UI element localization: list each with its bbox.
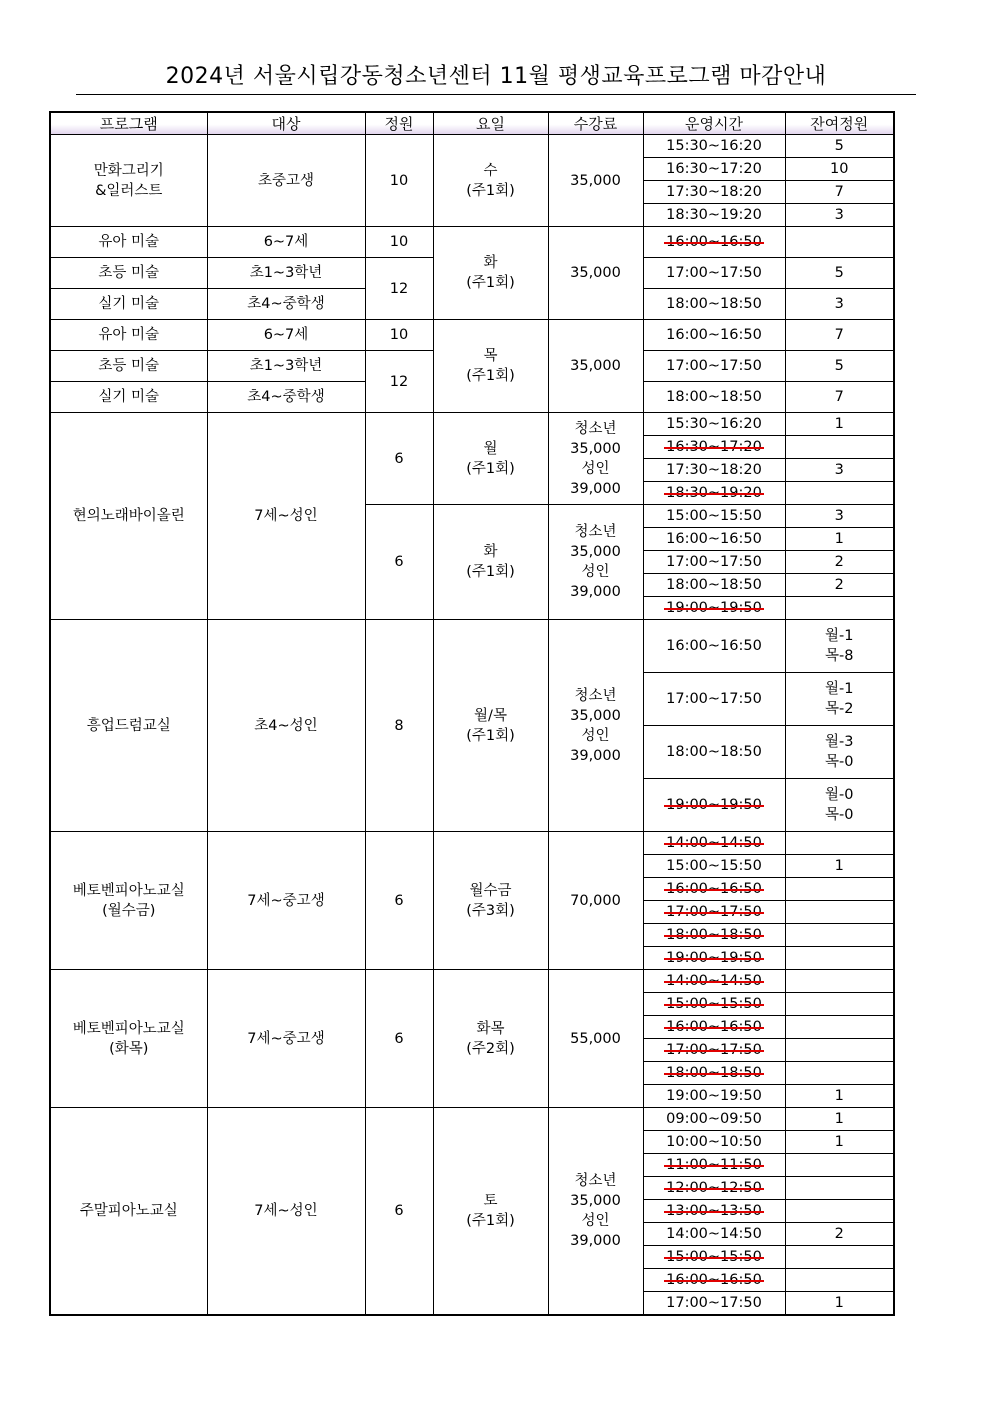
time-cell-closed [643,970,785,993]
time-cell: 17:00~17:50 [643,258,785,289]
day-cell: 화 (주1회) [433,227,548,320]
time-cell-closed [643,1269,785,1292]
header-program: 프로그램 [50,112,207,135]
time-cell: 15:30~16:20 [643,413,785,436]
fee-cell: 55,000 [548,970,643,1108]
program-name: 유아 미술 [50,320,207,351]
closed-time: 16:00~16:50 [666,1272,762,1288]
remaining-cell: 5 [785,258,894,289]
schedule-table [49,111,895,1316]
target-cell: 7세~성인 [207,413,365,620]
time-cell: 18:00~18:50 [643,289,785,320]
time-cell: 15:00~15:50 [643,505,785,528]
remaining-cell [785,1016,894,1039]
remaining-cell: 1 [785,1085,894,1108]
header-capacity: 정원 [365,112,433,135]
time-cell: 16:00~16:50 [643,528,785,551]
day-cell: 토 (주1회) [433,1108,548,1316]
capacity-cell: 6 [365,413,433,505]
target-cell: 초1~3학년 [207,351,365,382]
time-cell-closed [643,1016,785,1039]
remaining-cell [785,1154,894,1177]
closed-time: 14:00~14:50 [666,973,762,989]
remaining-cell [785,1062,894,1085]
remaining-cell: 5 [785,351,894,382]
remaining-cell: 2 [785,551,894,574]
target-cell: 초4~성인 [207,620,365,832]
capacity-cell: 10 [365,320,433,351]
remaining-cell [785,878,894,901]
target-cell: 초4~중학생 [207,382,365,413]
day-cell: 월 (주1회) [433,413,548,505]
closed-time: 16:00~16:50 [666,1019,762,1035]
target-cell: 초1~3학년 [207,258,365,289]
time-cell: 17:00~17:50 [643,673,785,726]
remaining-cell [785,1269,894,1292]
table-row [50,970,894,993]
header-day: 요일 [433,112,548,135]
remaining-cell: 5 [785,135,894,158]
target-cell: 6~7세 [207,227,365,258]
remaining-cell: 3 [785,289,894,320]
capacity-cell: 6 [365,505,433,620]
time-cell-closed [643,901,785,924]
fee-cell: 70,000 [548,832,643,970]
fee-cell: 청소년 35,000 성인 39,000 [548,620,643,832]
remaining-cell [785,947,894,970]
remaining-cell [785,227,894,258]
time-cell-closed [643,1200,785,1223]
remaining-cell: 3 [785,204,894,227]
program-name: 만화그리기 &일러스트 [50,135,207,227]
closed-time: 16:00~16:50 [666,881,762,897]
remaining-cell [785,832,894,855]
closed-time: 16:30~17:20 [666,439,762,455]
closed-time: 17:00~17:50 [666,904,762,920]
capacity-cell: 6 [365,970,433,1108]
time-cell: 10:00~10:50 [643,1131,785,1154]
remaining-cell [785,597,894,620]
closed-time: 17:00~17:50 [666,1042,762,1058]
remaining-cell: 월-1 목-2 [785,673,894,726]
day-cell: 화목 (주2회) [433,970,548,1108]
remaining-cell [785,1246,894,1269]
time-cell-closed [643,227,785,258]
target-cell: 7세~중고생 [207,832,365,970]
time-cell-closed [643,482,785,505]
remaining-cell: 1 [785,1292,894,1316]
remaining-cell: 2 [785,574,894,597]
capacity-cell: 12 [365,258,433,320]
remaining-cell: 3 [785,505,894,528]
program-name: 유아 미술 [50,227,207,258]
target-cell: 초중고생 [207,135,365,227]
time-cell-closed [643,1177,785,1200]
time-cell: 16:30~17:20 [643,158,785,181]
program-name: 흥업드럼교실 [50,620,207,832]
header-target: 대상 [207,112,365,135]
target-cell: 7세~중고생 [207,970,365,1108]
time-cell: 18:00~18:50 [643,382,785,413]
program-name: 주말피아노교실 [50,1108,207,1316]
remaining-cell [785,993,894,1016]
fee-cell: 35,000 [548,135,643,227]
time-cell-closed [643,947,785,970]
capacity-cell: 10 [365,135,433,227]
capacity-cell: 6 [365,1108,433,1316]
closed-time: 18:00~18:50 [666,1065,762,1081]
time-cell: 18:30~19:20 [643,204,785,227]
remaining-cell [785,970,894,993]
remaining-cell: 7 [785,320,894,351]
time-cell-closed [643,597,785,620]
closed-time: 14:00~14:50 [666,835,762,851]
remaining-cell: 월-3 목-0 [785,726,894,779]
time-cell: 16:00~16:50 [643,620,785,673]
target-cell: 초4~중학생 [207,289,365,320]
time-cell: 17:30~18:20 [643,459,785,482]
closed-time: 16:00~16:50 [666,234,762,250]
time-cell-closed [643,1154,785,1177]
closed-time: 12:00~12:50 [666,1180,762,1196]
time-cell-closed [643,878,785,901]
table-row [50,1108,894,1131]
closed-time: 11:00~11:50 [666,1157,762,1173]
table-row [50,320,894,351]
capacity-cell: 10 [365,227,433,258]
table-row [50,413,894,436]
remaining-cell [785,1200,894,1223]
remaining-cell: 3 [785,459,894,482]
header-remaining: 잔여정원 [785,112,894,135]
header-fee: 수강료 [548,112,643,135]
program-name: 실기 미술 [50,382,207,413]
remaining-cell [785,1039,894,1062]
fee-cell: 35,000 [548,320,643,413]
fee-cell: 청소년 35,000 성인 39,000 [548,413,643,505]
day-cell: 수 (주1회) [433,135,548,227]
remaining-cell: 2 [785,1223,894,1246]
time-cell: 17:30~18:20 [643,181,785,204]
time-cell: 17:00~17:50 [643,351,785,382]
time-cell: 17:00~17:50 [643,551,785,574]
time-cell: 14:00~14:50 [643,1223,785,1246]
remaining-cell: 1 [785,1131,894,1154]
time-cell: 18:00~18:50 [643,574,785,597]
day-cell: 화 (주1회) [433,505,548,620]
time-cell-closed [643,1062,785,1085]
time-cell: 19:00~19:50 [643,1085,785,1108]
closed-time: 15:00~15:50 [666,1249,762,1265]
remaining-cell: 1 [785,855,894,878]
time-cell-closed [643,924,785,947]
target-cell: 6~7세 [207,320,365,351]
capacity-cell: 6 [365,832,433,970]
time-cell: 17:00~17:50 [643,1292,785,1316]
day-cell: 월/목 (주1회) [433,620,548,832]
remaining-cell [785,924,894,947]
remaining-cell: 1 [785,1108,894,1131]
remaining-cell: 월-1 목-8 [785,620,894,673]
time-cell-closed [643,832,785,855]
remaining-cell [785,1177,894,1200]
closed-time: 19:00~19:50 [666,950,762,966]
fee-cell: 청소년 35,000 성인 39,000 [548,505,643,620]
program-name: 베토벤피아노교실 (월수금) [50,832,207,970]
time-cell: 15:00~15:50 [643,855,785,878]
time-cell-closed [643,779,785,832]
target-cell: 7세~성인 [207,1108,365,1316]
fee-cell: 35,000 [548,227,643,320]
closed-time: 19:00~19:50 [666,600,762,616]
time-cell: 09:00~09:50 [643,1108,785,1131]
table-row [50,832,894,855]
remaining-cell [785,901,894,924]
time-cell-closed [643,1039,785,1062]
remaining-cell: 7 [785,382,894,413]
program-name: 초등 미술 [50,258,207,289]
fee-cell: 청소년 35,000 성인 39,000 [548,1108,643,1316]
time-cell-closed [643,993,785,1016]
table-row [50,135,894,158]
capacity-cell: 12 [365,351,433,413]
remaining-cell: 7 [785,181,894,204]
program-name: 초등 미술 [50,351,207,382]
remaining-cell: 월-0 목-0 [785,779,894,832]
closed-time: 19:00~19:50 [666,797,762,813]
time-cell-closed [643,436,785,459]
remaining-cell [785,482,894,505]
closed-time: 13:00~13:50 [666,1203,762,1219]
time-cell-closed [643,1246,785,1269]
page-title: 2024년 서울시립강동청소년센터 11월 평생교육프로그램 마감안내 [76,60,916,95]
program-name: 현의노래바이올린 [50,413,207,620]
program-name: 실기 미술 [50,289,207,320]
header-time: 운영시간 [643,112,785,135]
closed-time: 15:00~15:50 [666,996,762,1012]
table-row [50,227,894,258]
remaining-cell: 1 [785,528,894,551]
day-cell: 목 (주1회) [433,320,548,413]
day-cell: 월수금 (주3회) [433,832,548,970]
time-cell: 15:30~16:20 [643,135,785,158]
table-row [50,620,894,673]
closed-time: 18:30~19:20 [666,485,762,501]
remaining-cell: 1 [785,413,894,436]
remaining-cell [785,436,894,459]
time-cell: 18:00~18:50 [643,726,785,779]
remaining-cell: 10 [785,158,894,181]
closed-time: 18:00~18:50 [666,927,762,943]
time-cell: 16:00~16:50 [643,320,785,351]
table-header-row [50,112,894,135]
capacity-cell: 8 [365,620,433,832]
program-name: 베토벤피아노교실 (화목) [50,970,207,1108]
